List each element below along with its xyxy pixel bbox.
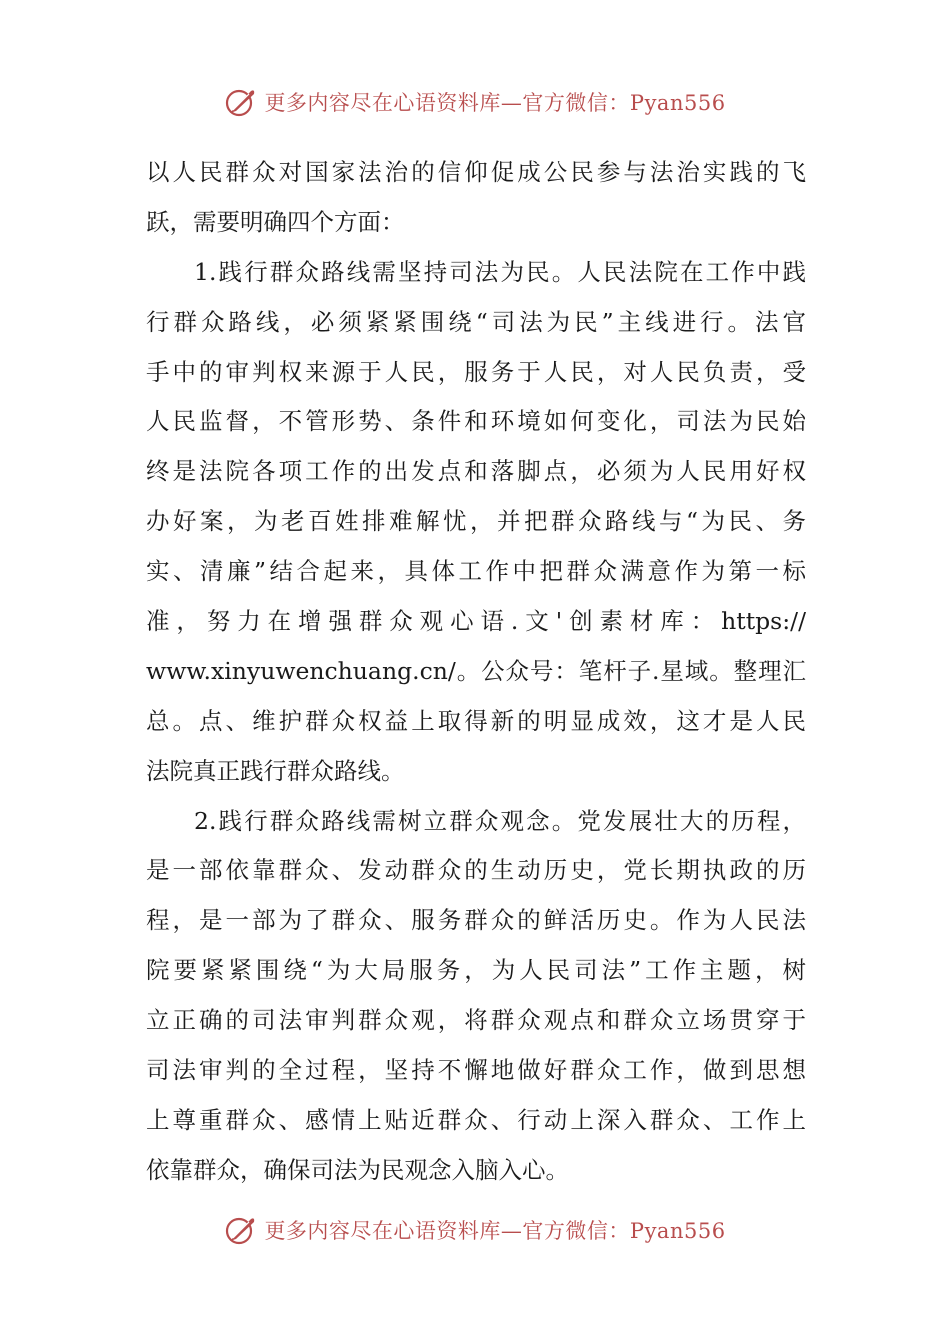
text-line: www.xinyuwenchuang.cn/。公众号：笔杆子.星域。整理汇 <box>146 656 806 685</box>
text-line: 实、清廉”结合起来，具体工作中把群众满意作为第一标 <box>146 557 806 586</box>
text-line: 司法审判的全过程，坚持不懈地做好群众工作，做到思想 <box>146 1056 806 1085</box>
text-line: 法院真正践行群众路线。 <box>146 756 405 785</box>
quill-logo-icon <box>224 85 258 119</box>
text-line: 准，努力在增强群众观心语.文'创素材库：https:// <box>146 607 806 636</box>
footer-banner <box>0 1208 950 1252</box>
header-banner-text: 更多内容尽在心语资料库—官方微信：Pyan556 <box>264 91 726 115</box>
text-line: 人民监督，不管形势、条件和环境如何变化，司法为民始 <box>146 407 806 436</box>
text-line: 上尊重群众、感情上贴近群众、行动上深入群众、工作上 <box>146 1105 806 1134</box>
footer-banner-text: 更多内容尽在心语资料库—官方微信：Pyan556 <box>264 1219 726 1243</box>
paragraph-heading-line: 2.践行群众路线需树立群众观念。党发展壮大的历程， <box>194 806 806 835</box>
text-line: 是一部依靠群众、发动群众的生动历史，党长期执政的历 <box>146 856 806 885</box>
text-line: 跃，需要明确四个方面： <box>146 207 405 236</box>
quill-logo-icon <box>224 1213 258 1247</box>
text-line: 依靠群众，确保司法为民观念入脑入心。 <box>146 1155 569 1184</box>
document-body <box>146 148 806 1196</box>
header-banner <box>0 80 950 124</box>
paragraph-heading-line: 1.践行群众路线需坚持司法为民。人民法院在工作中践 <box>194 257 806 286</box>
text-line: 以人民群众对国家法治的信仰促成公民参与法治实践的飞 <box>146 158 806 186</box>
text-line: 终是法院各项工作的出发点和落脚点，必须为人民用好权 <box>146 457 806 486</box>
text-line: 手中的审判权来源于人民，服务于人民，对人民负责，受 <box>146 357 806 386</box>
text-line: 院要紧紧围绕“为大局服务，为人民司法”工作主题，树 <box>146 956 806 985</box>
text-line: 总。点、维护群众权益上取得新的明显成效，这才是人民 <box>146 706 806 735</box>
text-line: 行群众路线，必须紧紧围绕“司法为民”主线进行。法官 <box>146 307 806 336</box>
text-line: 程，是一部为了群众、服务群众的鲜活历史。作为人民法 <box>146 906 806 935</box>
text-line: 办好案，为老百姓排难解忧，并把群众路线与“为民、务 <box>146 507 806 536</box>
text-line: 立正确的司法审判群众观，将群众观点和群众立场贯穿于 <box>146 1006 806 1035</box>
